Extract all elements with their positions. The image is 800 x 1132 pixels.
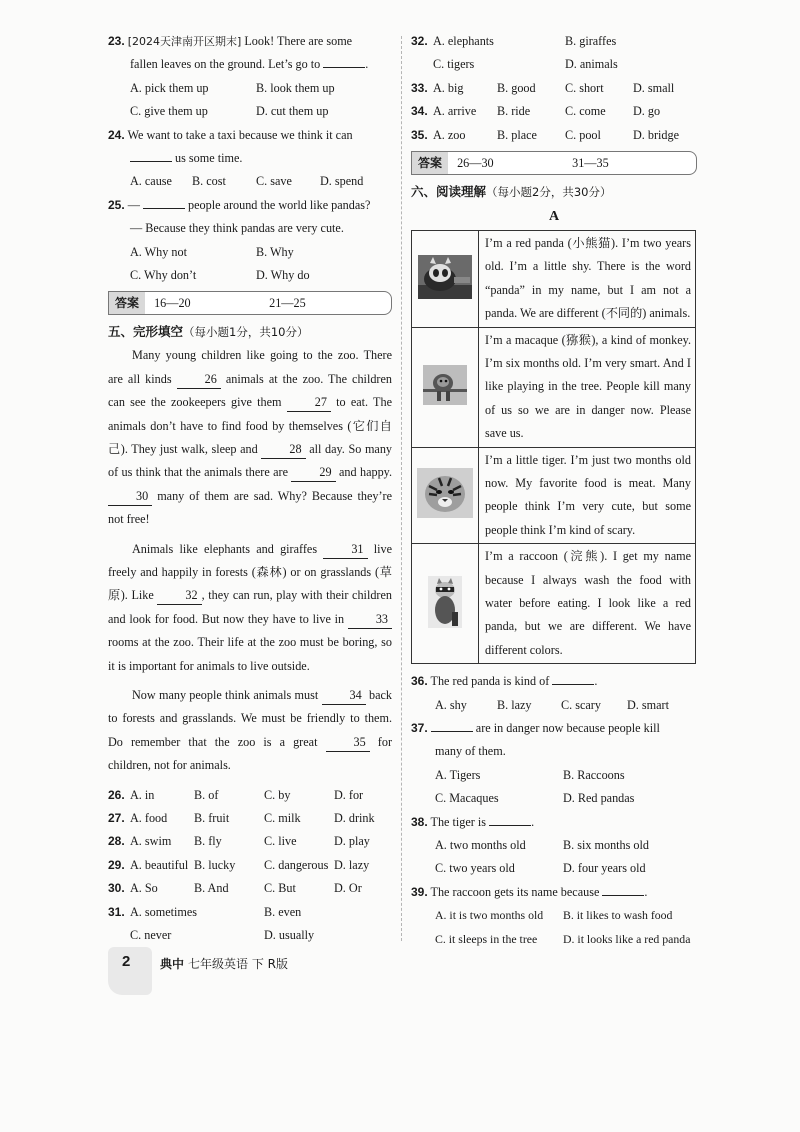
option-a: A. cause [130,174,172,189]
question-text: people around the world like pandas? [188,197,371,212]
answer-label: 答案 [412,152,448,174]
options-row [411,30,697,53]
option-c: C. dangerous [264,857,329,872]
question-number: 27. [108,811,125,825]
cloze-blank: 32 [157,587,201,605]
question-23-line2 [108,53,392,76]
question-39 [411,881,697,904]
right-column [411,30,697,951]
option-d: D. drink [334,811,375,825]
option-c: C. scary [561,697,601,712]
answer-label: 答案 [109,292,145,314]
question-text: us some time. [175,150,243,165]
answer-blank [602,895,644,896]
option-a: A. in [130,787,155,802]
question-source: [2024天津南开区期末] [127,35,242,48]
option-b: B. lazy [497,697,532,712]
question-37 [411,717,697,740]
option-c: C. But [264,881,296,896]
options-row [411,904,697,927]
question-text: The raccoon gets its name because [430,884,600,899]
options-row [411,857,697,880]
answer-blank [323,67,365,68]
option-d: D. four years old [563,861,646,876]
question-number: 37. [411,721,428,736]
options-row [108,77,392,100]
question-number: 24. [108,127,125,142]
option-b: B. fruit [194,811,230,825]
question-25 [108,194,392,217]
question-text: Look! There are some [244,34,353,48]
red-panda-image [412,230,479,327]
raccoon-image [412,544,479,664]
cloze-passage [108,344,392,777]
option-c: C. two years old [435,861,515,876]
question-number: 26. [108,787,125,802]
reading-table [411,230,696,664]
question-text: We want to take a taxi because we think it can [127,127,353,142]
section-score: （每小题2分，共30分） [486,184,612,199]
option-c: C. Why don’t [130,267,197,282]
options-row [411,928,697,951]
option-b: B. it likes to wash food [563,908,673,923]
raccoon-text: I’m a raccoon (浣熊). I get my name because I always wash the food with water before eating. I look like a red panda, but we are different. We have different colors. [479,544,696,664]
option-a: A. beautiful [130,857,189,872]
section-score: （每小题1分，共10分） [183,325,309,340]
publisher-logo: 典中 [160,957,185,971]
left-column [108,30,392,947]
text: live freely and happily in forests (森林) or on grasslands (草原). Like [108,541,393,603]
option-c: C. by [264,787,291,802]
question-text: fallen leaves on the ground. Let’s go to [130,57,321,72]
question-number: 30. [108,881,125,896]
text: rooms at the zoo. Their life at the zoo must be boring, so it is important for animals to live outside. [108,635,392,673]
option-b: B. six months old [563,838,650,852]
punctuation: . [365,57,369,72]
question-number: 39. [411,884,428,899]
question-number: 28. [108,834,125,849]
cloze-options [108,784,392,948]
option-d: D. smart [627,697,669,712]
question-number: 32. [411,34,428,48]
cloze-paragraph-1 [108,344,392,531]
cloze-blank: 26 [177,371,221,389]
cloze-blank: 28 [261,441,305,459]
text: and happy. [339,465,393,480]
options-row [411,834,697,857]
option-a: A. food [130,811,168,825]
options-row [108,241,392,264]
option-d: D. bridge [633,127,680,142]
text: many of them are sad. Why? Because they’re not free! [108,488,393,527]
answer-range: 16—20 [154,296,191,311]
tiger-image [412,447,479,544]
option-b: B. And [194,881,229,896]
option-a: A. swim [130,834,172,849]
question-number: 23. [108,34,125,48]
option-c: C. milk [264,811,301,825]
answer-blank [489,825,531,826]
option-a: A. it is two months old [435,908,544,923]
option-b: B. giraffes [565,34,617,48]
cloze-paragraph-3 [108,684,392,778]
options-row [108,170,392,193]
options-row [108,807,392,830]
options-row [108,264,392,287]
options-row [108,877,392,900]
text: for children, not for animals. [108,734,393,773]
question-number: 38. [411,814,428,829]
cloze-blank: 35 [326,734,370,752]
options-row [108,924,392,947]
option-a: A. pick them up [130,80,209,95]
answer-range: 21—25 [269,296,306,311]
option-b: B. ride [497,104,531,119]
macaque-image [412,327,479,447]
option-d: D. lazy [334,857,370,872]
text: animals at the zoo. The children can see the zookeepers give them [108,371,392,410]
option-b: B. good [497,80,536,95]
question-text: The red panda is kind of [430,674,550,689]
question-24-line2 [108,147,392,170]
option-b: B. of [194,787,219,802]
option-c: C. give them up [130,104,208,119]
option-d: D. spend [320,174,364,189]
option-b: B. place [497,127,537,142]
cloze-blank: 30 [108,488,152,506]
section-heading: 六、阅读理解 [411,183,487,199]
answer-blank [130,161,172,162]
question-24 [108,124,392,147]
option-a: A. Tigers [435,767,481,782]
option-c: C. Macaques [435,791,499,806]
text: Many young children like going to the zoo. There are all kinds [108,348,392,386]
option-c: C. short [565,80,604,95]
question-number: 29. [108,857,125,872]
option-a: A. zoo [433,127,466,142]
options-row [411,124,697,147]
answer-blank [552,684,594,685]
column-divider [401,36,402,941]
option-d: D. Or [334,881,362,896]
question-number: 25. [108,197,125,212]
cloze-paragraph-2 [108,538,392,678]
option-d: D. it looks like a red panda [563,931,691,946]
option-d: D. go [633,104,661,119]
answer-range: 26—30 [457,155,494,170]
question-38 [411,811,697,834]
option-d: D. Why do [256,267,310,282]
question-number: 33. [411,80,428,95]
question-text: — Because they think pandas are very cute. [130,221,344,236]
question-number: 34. [411,104,428,119]
cloze-blank: 31 [323,541,367,559]
question-text: The tiger is [430,814,487,829]
punctuation: . [531,814,535,829]
tiger-text: I’m a little tiger. I’m just two months old now. My favorite food is meat. Many people think I’m very cute, but some people think I’m kind of scary. [479,447,696,544]
section-title [108,320,392,344]
cloze-blank: 33 [348,611,392,629]
options-row [411,764,697,787]
cloze-blank: 29 [291,464,335,482]
options-row [108,854,392,877]
option-c: C. come [565,104,606,119]
answer-bar [411,151,697,175]
macaque-text: I’m a macaque (猕猴), a kind of monkey. I’m six months old. I’m very smart. And I like playing in the tree. People kill many of us so we are in danger now. Please save us. [479,327,696,447]
question-23 [108,30,392,53]
option-c: C. pool [565,127,601,142]
option-d: D. animals [565,57,618,72]
text: Animals like elephants and giraffes [132,541,318,556]
page-footer [108,947,298,995]
option-a: A. arrive [433,104,477,119]
question-36 [411,670,697,693]
options-row [108,830,392,853]
option-d: D. Red pandas [563,791,635,806]
table-row [412,447,696,544]
option-b: B. cost [192,174,226,189]
option-a: A. elephants [433,34,494,48]
book-title: 七年级英语 下 R版 [188,957,288,971]
options-row [411,694,697,717]
table-row [412,544,696,664]
option-a: A. big [433,80,464,95]
question-number: 35. [411,127,428,142]
options-row [411,787,697,810]
text: back to forests and grasslands. We must be friendly to them. Do remember that the zoo is a great [108,687,392,749]
options-row [108,784,392,807]
options-row [411,53,697,76]
cloze-blank: 34 [322,687,366,705]
option-b: B. look them up [256,80,335,95]
options-row [108,100,392,123]
table-row [412,230,696,327]
answer-blank [431,731,473,732]
option-d: D. usually [264,927,315,942]
option-b: B. Why [256,244,294,259]
question-37-line2 [411,740,697,763]
options-row [108,901,392,924]
option-b: B. Raccoons [563,767,625,782]
option-d: D. for [334,787,364,802]
answer-range: 31—35 [572,155,609,170]
option-a: A. shy [435,697,467,712]
text: all day. So many of us think that the animals there are [108,441,393,480]
option-b: B. lucky [194,857,236,872]
page-number: 2 [122,953,131,970]
option-d: D. play [334,834,370,849]
option-c: C. it sleeps in the tree [435,931,538,946]
options-row [411,100,697,123]
option-d: D. cut them up [256,104,329,119]
option-a: A. So [130,881,158,896]
options-row [411,77,697,100]
answer-bar [108,291,392,315]
dialogue-dash: — [127,197,140,212]
section-heading: 五、完形填空 [108,324,184,340]
option-d: D. small [633,80,675,95]
option-c: C. save [256,174,292,189]
option-a: A. sometimes [130,904,198,919]
punctuation: . [644,884,648,899]
cloze-blank: 27 [287,394,331,412]
table-row [412,327,696,447]
section-title [411,180,697,204]
text: Now many people think animals must [132,687,319,702]
red-panda-text: I’m a red panda (小熊猫). I’m two years old. I’m a little shy. There is the word “panda” in my name, but I am not a panda. We are different (不同的) animals. [479,230,696,327]
answer-blank [143,208,185,209]
option-c: C. tigers [433,57,475,72]
punctuation: . [594,674,598,689]
text: , they can run, play with their children and look for food. But now they have to live in [108,588,392,626]
option-b: B. even [264,904,302,919]
question-text: many of them. [435,744,506,759]
option-c: C. live [264,834,297,849]
question-text: are in danger now because people kill [475,721,660,736]
passage-letter: A [548,208,560,224]
question-number: 36. [411,674,428,689]
option-a: A. two months old [435,838,526,852]
question-25-line2 [108,217,392,240]
text: to eat. The animals don’t have to find food by themselves (它们自己). They just walk, sleep and [108,395,393,456]
question-number: 31. [108,904,125,919]
option-c: C. never [130,927,172,942]
option-a: A. Why not [130,244,187,259]
option-b: B. fly [194,834,222,849]
